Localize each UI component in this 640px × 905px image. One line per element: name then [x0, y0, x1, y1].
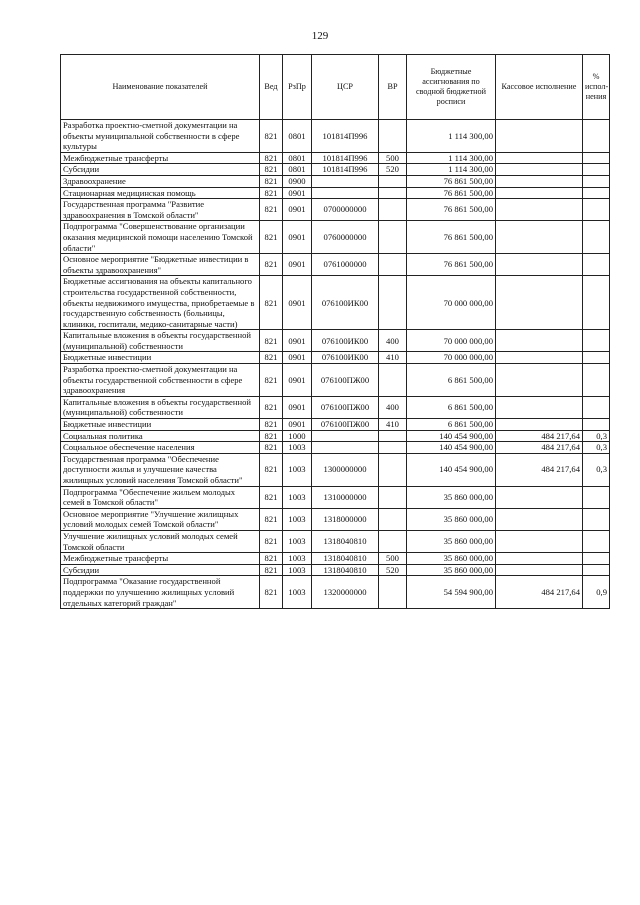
table-row [61, 442, 610, 454]
row-name: Социальное обеспечение населения [61, 442, 260, 454]
row-percent [583, 530, 610, 552]
row-vr [379, 364, 407, 397]
row-ved: 821 [260, 352, 283, 364]
row-assignments: 1 114 300,00 [407, 152, 496, 164]
row-rzpr: 1003 [283, 486, 312, 508]
row-assignments: 35 860 000,00 [407, 553, 496, 565]
row-name: Капитальные вложения в объекты государственной (муниципальной) собственности [61, 330, 260, 352]
row-percent [583, 553, 610, 565]
row-assignments: 70 000 000,00 [407, 330, 496, 352]
row-vr [379, 187, 407, 199]
row-rzpr: 0901 [283, 330, 312, 352]
row-vr [379, 486, 407, 508]
row-percent [583, 221, 610, 254]
row-csr: 076100ПЖ00 [312, 396, 379, 418]
row-csr: 0761000000 [312, 254, 379, 276]
row-name: Государственная программа "Развитие здравоохранения в Томской области" [61, 199, 260, 221]
row-rzpr: 0901 [283, 254, 312, 276]
row-name: Улучшение жилищных условий молодых семей Томской области [61, 530, 260, 552]
row-vr [379, 430, 407, 442]
table-row [61, 508, 610, 530]
row-ved: 821 [260, 152, 283, 164]
table-row [61, 120, 610, 153]
row-assignments: 1 114 300,00 [407, 120, 496, 153]
row-csr [312, 187, 379, 199]
row-assignments: 76 861 500,00 [407, 254, 496, 276]
row-csr: 101814П996 [312, 120, 379, 153]
row-name: Подпрограмма "Совершенствование организации оказания медицинской помощи населению Томской области" [61, 221, 260, 254]
row-ved: 821 [260, 221, 283, 254]
row-assignments: 6 861 500,00 [407, 396, 496, 418]
table-row [61, 164, 610, 176]
row-assignments: 6 861 500,00 [407, 364, 496, 397]
row-rzpr: 0901 [283, 276, 312, 330]
row-ved: 821 [260, 199, 283, 221]
row-assignments: 1 114 300,00 [407, 164, 496, 176]
table-header-row [61, 55, 610, 120]
row-rzpr: 0901 [283, 199, 312, 221]
row-vr [379, 530, 407, 552]
row-vr: 400 [379, 396, 407, 418]
col-header-vr: ВР [379, 55, 407, 120]
table-row [61, 564, 610, 576]
row-cash-execution [496, 352, 583, 364]
row-percent: 0,3 [583, 442, 610, 454]
row-cash-execution [496, 419, 583, 431]
col-header-name: Наименование показателей [61, 55, 260, 120]
row-percent [583, 486, 610, 508]
row-percent [583, 120, 610, 153]
row-vr [379, 199, 407, 221]
row-name: Субсидии [61, 564, 260, 576]
row-percent [583, 276, 610, 330]
row-csr: 0760000000 [312, 221, 379, 254]
row-cash-execution: 484 217,64 [496, 576, 583, 609]
row-cash-execution [496, 164, 583, 176]
row-rzpr: 0901 [283, 221, 312, 254]
row-csr: 076100ИК00 [312, 352, 379, 364]
row-ved: 821 [260, 175, 283, 187]
row-assignments: 6 861 500,00 [407, 419, 496, 431]
row-csr: 076100ИК00 [312, 330, 379, 352]
row-name: Разработка проектно-сметной документации на объекты государственной собственности в сфере здравоохранения [61, 364, 260, 397]
row-name: Социальная политика [61, 430, 260, 442]
row-csr: 076100ПЖ00 [312, 419, 379, 431]
row-percent [583, 396, 610, 418]
row-name: Межбюджетные трансферты [61, 152, 260, 164]
row-assignments: 70 000 000,00 [407, 276, 496, 330]
row-name: Основное мероприятие "Бюджетные инвестиции в объекты здравоохранения" [61, 254, 260, 276]
row-cash-execution [496, 530, 583, 552]
table-row [61, 553, 610, 565]
row-percent [583, 564, 610, 576]
table-row [61, 352, 610, 364]
row-cash-execution [496, 564, 583, 576]
row-percent [583, 199, 610, 221]
row-rzpr: 0901 [283, 187, 312, 199]
row-assignments: 140 454 900,00 [407, 430, 496, 442]
row-ved: 821 [260, 508, 283, 530]
col-header-ved: Вед [260, 55, 283, 120]
row-name: Государственная программа "Обеспечение доступности жилья и улучшение качества жилищных условий населения Томской области" [61, 453, 260, 486]
row-percent [583, 330, 610, 352]
row-percent [583, 164, 610, 176]
row-name: Разработка проектно-сметной документации на объекты муниципальной собственности в сфере культуры [61, 120, 260, 153]
row-percent [583, 419, 610, 431]
row-cash-execution [496, 120, 583, 153]
row-percent [583, 152, 610, 164]
row-csr: 1318040810 [312, 530, 379, 552]
row-vr [379, 254, 407, 276]
table-row [61, 330, 610, 352]
row-name: Субсидии [61, 164, 260, 176]
row-percent [583, 187, 610, 199]
row-csr: 101814П996 [312, 164, 379, 176]
row-cash-execution [496, 187, 583, 199]
row-percent [583, 175, 610, 187]
row-percent [583, 508, 610, 530]
row-assignments: 140 454 900,00 [407, 453, 496, 486]
row-assignments: 54 594 900,00 [407, 576, 496, 609]
row-name: Бюджетные инвестиции [61, 419, 260, 431]
row-ved: 821 [260, 396, 283, 418]
row-ved: 821 [260, 564, 283, 576]
table-row [61, 152, 610, 164]
row-assignments: 35 860 000,00 [407, 486, 496, 508]
table-row [61, 254, 610, 276]
row-name: Основное мероприятие "Улучшение жилищных условий молодых семей Томской области" [61, 508, 260, 530]
table-row [61, 530, 610, 552]
row-rzpr: 0900 [283, 175, 312, 187]
row-ved: 821 [260, 419, 283, 431]
row-name: Капитальные вложения в объекты государственной (муниципальной) собственности [61, 396, 260, 418]
table-row [61, 486, 610, 508]
table-row [61, 276, 610, 330]
row-rzpr: 0901 [283, 364, 312, 397]
row-cash-execution: 484 217,64 [496, 453, 583, 486]
row-vr: 410 [379, 352, 407, 364]
table-row [61, 396, 610, 418]
col-header-cash-execution: Кассовое исполнение [496, 55, 583, 120]
row-assignments: 76 861 500,00 [407, 199, 496, 221]
row-ved: 821 [260, 530, 283, 552]
table-row [61, 187, 610, 199]
row-assignments: 35 860 000,00 [407, 564, 496, 576]
row-cash-execution [496, 199, 583, 221]
row-vr: 410 [379, 419, 407, 431]
row-cash-execution [496, 330, 583, 352]
row-vr: 500 [379, 152, 407, 164]
row-rzpr: 1003 [283, 553, 312, 565]
row-csr: 101814П996 [312, 152, 379, 164]
table-row [61, 453, 610, 486]
row-name: Межбюджетные трансферты [61, 553, 260, 565]
row-cash-execution [496, 486, 583, 508]
row-csr: 1318040810 [312, 564, 379, 576]
row-csr: 0700000000 [312, 199, 379, 221]
row-ved: 821 [260, 576, 283, 609]
row-assignments: 140 454 900,00 [407, 442, 496, 454]
row-rzpr: 1003 [283, 508, 312, 530]
row-csr [312, 175, 379, 187]
table-row [61, 199, 610, 221]
col-header-percent: % испол-нения [583, 55, 610, 120]
row-rzpr: 1003 [283, 564, 312, 576]
row-percent: 0,3 [583, 453, 610, 486]
row-cash-execution [496, 221, 583, 254]
table-row [61, 430, 610, 442]
row-rzpr: 0801 [283, 120, 312, 153]
row-cash-execution [496, 396, 583, 418]
page-number: 129 [311, 30, 329, 42]
row-rzpr: 1003 [283, 453, 312, 486]
row-ved: 821 [260, 430, 283, 442]
row-cash-execution [496, 152, 583, 164]
row-cash-execution [496, 364, 583, 397]
col-header-rzpr: РзПр [283, 55, 312, 120]
row-csr: 076100ИК00 [312, 276, 379, 330]
row-vr: 400 [379, 330, 407, 352]
row-csr: 1310000000 [312, 486, 379, 508]
budget-table [60, 54, 610, 609]
row-ved: 821 [260, 276, 283, 330]
row-cash-execution: 484 217,64 [496, 430, 583, 442]
row-rzpr: 0801 [283, 152, 312, 164]
row-csr: 076100ПЖ00 [312, 364, 379, 397]
row-name: Бюджетные инвестиции [61, 352, 260, 364]
col-header-csr: ЦСР [312, 55, 379, 120]
row-rzpr: 0901 [283, 396, 312, 418]
row-vr [379, 175, 407, 187]
row-assignments: 35 860 000,00 [407, 508, 496, 530]
row-ved: 821 [260, 486, 283, 508]
row-vr [379, 453, 407, 486]
row-rzpr: 1003 [283, 442, 312, 454]
row-cash-execution [496, 254, 583, 276]
row-name: Бюджетные ассигнования на объекты капитального строительства государственной собственности, объекты недвижимого имущества, приобретаемые в государственную собственность (больницы, клиники, госпитали, медико-санитарные части) [61, 276, 260, 330]
row-csr: 1318000000 [312, 508, 379, 530]
row-ved: 821 [260, 442, 283, 454]
row-percent [583, 254, 610, 276]
row-ved: 821 [260, 164, 283, 176]
row-ved: 821 [260, 120, 283, 153]
row-rzpr: 1003 [283, 530, 312, 552]
row-rzpr: 1003 [283, 576, 312, 609]
row-cash-execution: 484 217,64 [496, 442, 583, 454]
table-row [61, 419, 610, 431]
row-assignments: 35 860 000,00 [407, 530, 496, 552]
row-percent [583, 352, 610, 364]
row-ved: 821 [260, 553, 283, 565]
row-cash-execution [496, 508, 583, 530]
row-cash-execution [496, 553, 583, 565]
row-ved: 821 [260, 187, 283, 199]
row-rzpr: 0901 [283, 419, 312, 431]
row-csr: 1300000000 [312, 453, 379, 486]
row-vr [379, 276, 407, 330]
row-vr [379, 442, 407, 454]
row-csr [312, 442, 379, 454]
row-rzpr: 0801 [283, 164, 312, 176]
row-percent: 0,9 [583, 576, 610, 609]
row-csr: 1320000000 [312, 576, 379, 609]
col-header-assignments: Бюджетные ассигнования по сводной бюджетной росписи [407, 55, 496, 120]
row-assignments: 70 000 000,00 [407, 352, 496, 364]
row-name: Подпрограмма "Оказание государственной поддержки по улучшению жилищных условий отдельных категорий граждан" [61, 576, 260, 609]
row-percent: 0,3 [583, 430, 610, 442]
row-ved: 821 [260, 330, 283, 352]
row-percent [583, 364, 610, 397]
table-row [61, 175, 610, 187]
row-csr [312, 430, 379, 442]
row-vr [379, 120, 407, 153]
row-csr: 1318040810 [312, 553, 379, 565]
table-row [61, 364, 610, 397]
row-name: Стационарная медицинская помощь [61, 187, 260, 199]
row-cash-execution [496, 276, 583, 330]
row-cash-execution [496, 175, 583, 187]
row-vr [379, 576, 407, 609]
row-ved: 821 [260, 453, 283, 486]
row-ved: 821 [260, 364, 283, 397]
row-ved: 821 [260, 254, 283, 276]
row-assignments: 76 861 500,00 [407, 187, 496, 199]
row-vr: 500 [379, 553, 407, 565]
row-rzpr: 1000 [283, 430, 312, 442]
row-name: Подпрограмма "Обеспечение жильем молодых семей в Томской области" [61, 486, 260, 508]
row-vr: 520 [379, 564, 407, 576]
row-rzpr: 0901 [283, 352, 312, 364]
row-vr [379, 508, 407, 530]
table-row [61, 576, 610, 609]
row-vr [379, 221, 407, 254]
row-vr: 520 [379, 164, 407, 176]
row-name: Здравоохранение [61, 175, 260, 187]
row-assignments: 76 861 500,00 [407, 175, 496, 187]
table-row [61, 221, 610, 254]
row-assignments: 76 861 500,00 [407, 221, 496, 254]
